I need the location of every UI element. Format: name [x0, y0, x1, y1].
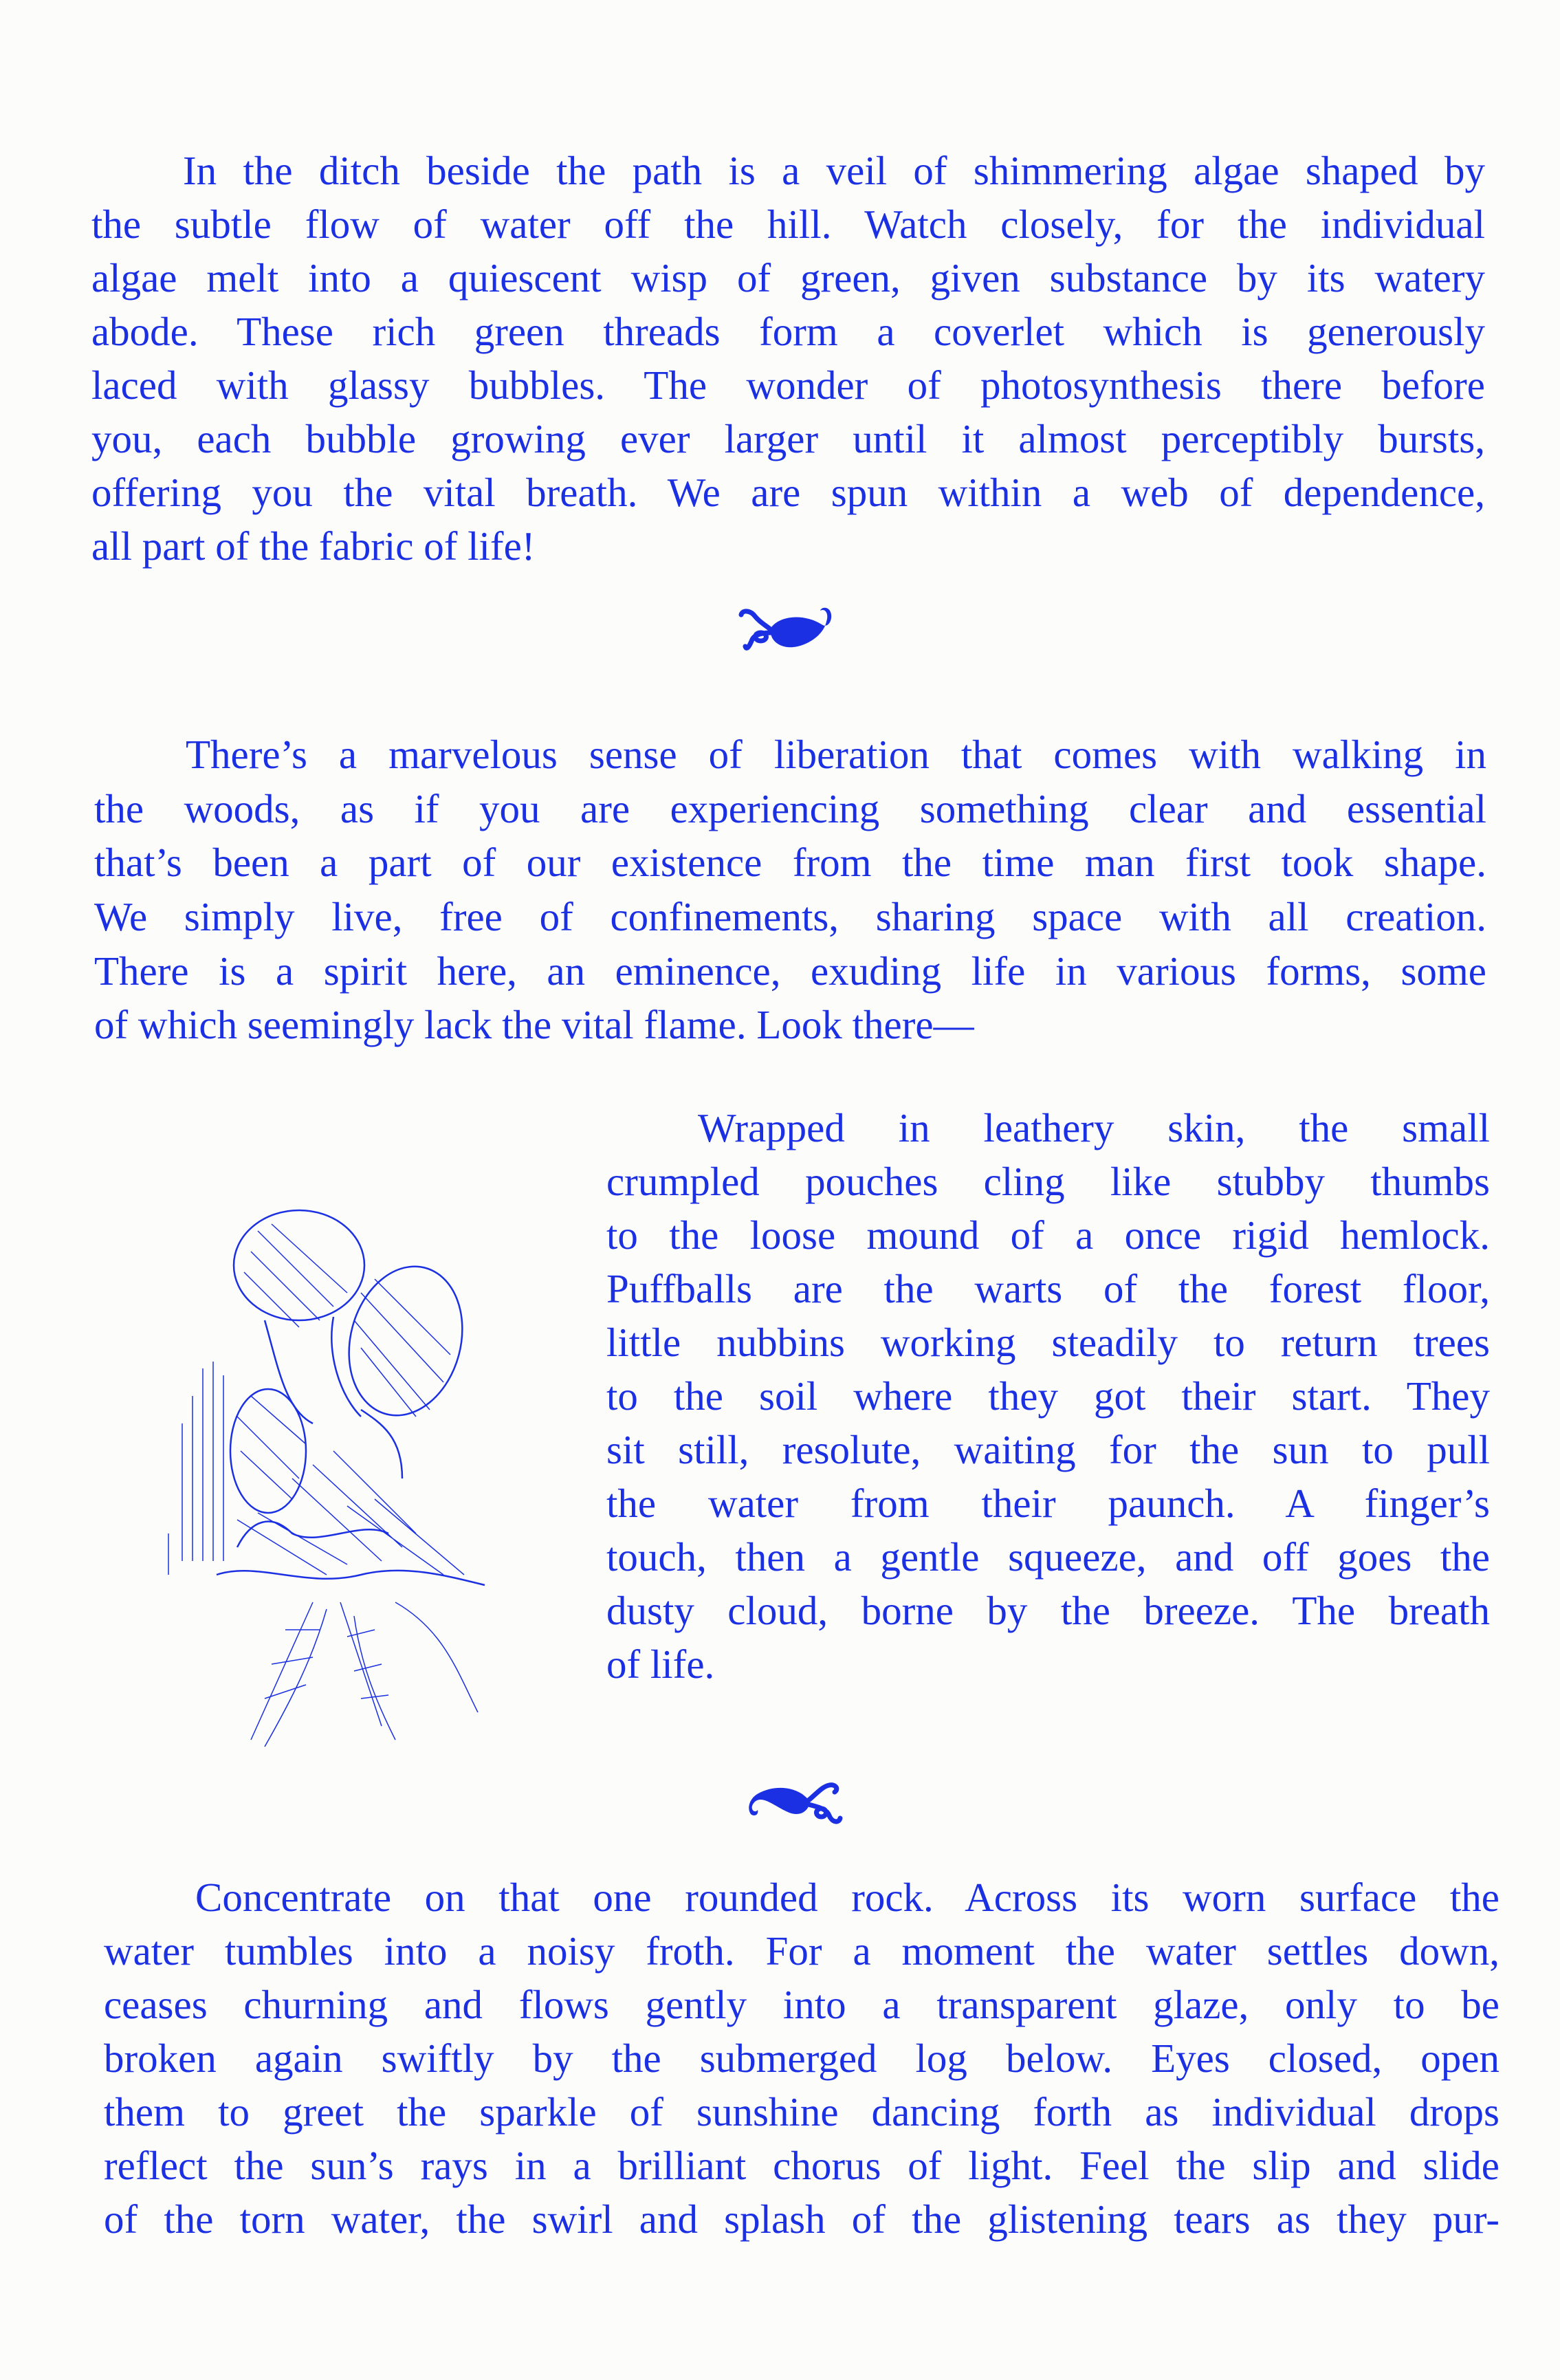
text-line: all part of the fabric of life!	[91, 523, 536, 569]
text-line: offering you the vital breath. We are spun within a web of dependence,	[91, 470, 1485, 515]
text-line: algae melt into a quiescent wisp of green, given substance by its watery	[91, 255, 1485, 301]
paragraph-puffballs	[606, 1101, 1490, 1691]
text-line: of the torn water, the swirl and splash of the glistening tears as they pur-	[104, 2196, 1499, 2242]
text-line: of which seemingly lack the vital flame. Look there—	[94, 1002, 974, 1048]
text-line: In the ditch beside the path is a veil of shimmering algae shaped by	[183, 148, 1485, 193]
paragraph-liberation	[94, 728, 1486, 1052]
text-line: the water from their paunch. A finger’s	[606, 1481, 1490, 1526]
text-line: sit still, resolute, waiting for the sun to pull	[606, 1427, 1490, 1472]
paisley-ornament-icon	[729, 598, 839, 660]
text-line: reflect the sun’s rays in a brilliant chorus of light. Feel the slip and slide	[104, 2143, 1499, 2188]
text-line: to the loose mound of a once rigid hemlock.	[606, 1212, 1490, 1258]
text-line: that’s been a part of our existence from the time man first took shape.	[94, 840, 1486, 886]
text-line: little nubbins working steadily to return trees	[606, 1320, 1490, 1365]
paragraph-algae	[91, 144, 1485, 573]
text-line: There’s a marvelous sense of liberation that comes with walking in	[186, 732, 1486, 777]
text-line: of life.	[606, 1641, 715, 1687]
text-line: the subtle flow of water off the hill. Watch closely, for the individual	[91, 201, 1485, 247]
text-line: to the soil where they got their start. They	[606, 1373, 1490, 1419]
text-line: dusty cloud, borne by the breeze. The breath	[606, 1588, 1490, 1633]
text-line: touch, then a gentle squeeze, and off goes the	[606, 1534, 1490, 1580]
text-line: crumpled pouches cling like stubby thumbs	[606, 1159, 1490, 1204]
text-line: ceases churning and flows gently into a transparent glaze, only to be	[104, 1982, 1499, 2027]
text-line: water tumbles into a noisy froth. For a moment the water settles down,	[104, 1928, 1499, 1974]
text-line: Puffballs are the warts of the forest floor,	[606, 1266, 1490, 1311]
puffball-illustration	[155, 1190, 547, 1754]
text-line: the woods, as if you are experiencing something clear and essential	[94, 785, 1486, 831]
text-line: Wrapped in leathery skin, the small	[698, 1105, 1490, 1150]
text-line: broken again swiftly by the submerged log below. Eyes closed, open	[104, 2035, 1499, 2081]
text-line: abode. These rich green threads form a coverlet which is generously	[91, 309, 1485, 354]
paragraph-rounded-rock	[104, 1870, 1499, 2246]
text-line: you, each bubble growing ever larger until it almost perceptibly bursts,	[91, 416, 1485, 461]
text-line: laced with glassy bubbles. The wonder of photosynthesis there before	[91, 362, 1485, 408]
paisley-ornament-icon	[741, 1766, 848, 1831]
text-line: Concentrate on that one rounded rock. Across its worn surface the	[195, 1875, 1499, 1920]
text-line: We simply live, free of confinements, sharing space with all creation.	[94, 894, 1486, 940]
text-line: There is a spirit here, an eminence, exuding life in various forms, some	[94, 948, 1486, 994]
text-line: them to greet the sparkle of sunshine dancing forth as individual drops	[104, 2089, 1499, 2135]
